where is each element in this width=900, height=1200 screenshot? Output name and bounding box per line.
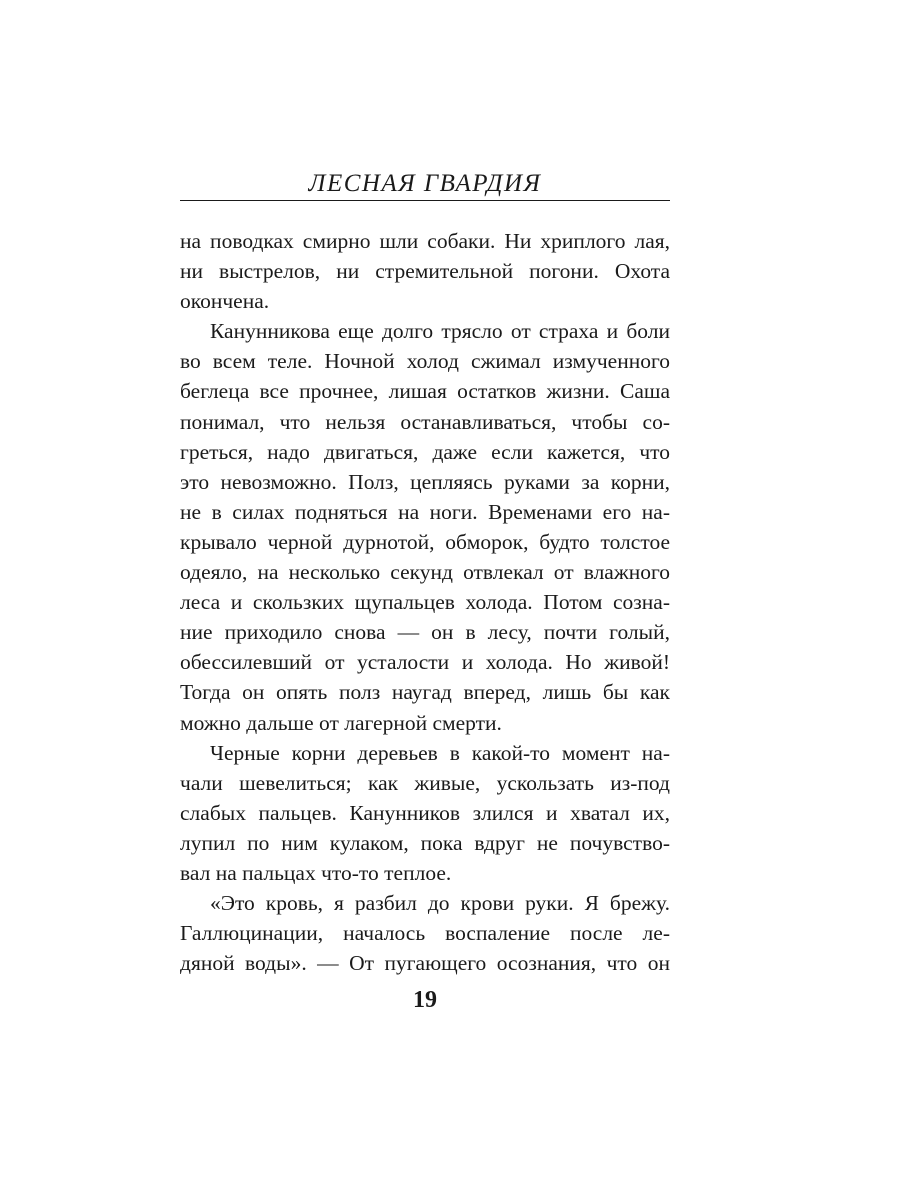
header-rule	[180, 200, 670, 201]
text-line: во всем теле. Ночной холод сжимал измученного	[180, 349, 670, 374]
text-line: «Это кровь, я разбил до крови руки. Я брежу.	[210, 891, 670, 916]
text-line: ние приходило снова — он в лесу, почти голый,	[180, 620, 670, 645]
text-line: ни выстрелов, ни стремительной погони. Охота	[180, 259, 670, 284]
text-line: беглеца все прочнее, лишая остатков жизни. Саша	[180, 379, 670, 404]
page-number: 19	[413, 987, 437, 1013]
text-line: лупил по ним кулаком, пока вдруг не почувство-	[180, 830, 670, 855]
text-line: греться, надо двигаться, даже если кажется, что	[180, 439, 670, 464]
text-line: слабых пальцев. Канунников злился и хватал их,	[180, 800, 670, 825]
text-line: это невозможно. Полз, цепляясь руками за корни,	[180, 469, 670, 494]
text-line: окончена.	[180, 289, 270, 314]
body-text	[180, 226, 670, 978]
text-line: на поводках смирно шли собаки. Ни хриплого лая,	[180, 229, 670, 253]
running-title: ЛЕСНАЯ ГВАРДИЯ	[308, 170, 542, 197]
text-line: одеяло, на несколько секунд отвлекал от влажного	[180, 560, 670, 585]
text-line: Галлюцинации, началось воспаление после ле-	[180, 921, 670, 946]
text-line: Тогда он опять полз наугад вперед, лишь бы как	[180, 680, 670, 705]
text-line: крывало черной дурнотой, обморок, будто толстое	[180, 529, 670, 554]
text-line: обессилевший от усталости и холода. Но живой!	[180, 650, 670, 675]
text-line: леса и скользких щупальцев холода. Потом созна-	[180, 590, 670, 615]
text-line: можно дальше от лагерной смерти.	[180, 710, 502, 735]
text-line: Черные корни деревьев в какой-то момент на-	[210, 740, 670, 765]
text-line: вал на пальцах что-то теплое.	[180, 860, 452, 885]
text-line: не в силах подняться на ноги. Временами его на-	[180, 499, 670, 524]
text-line: Канунникова еще долго трясло от страха и боли	[210, 319, 670, 344]
text-line: дяной воды». — От пугающего осознания, что он	[180, 951, 670, 976]
text-line: понимал, что нельзя останавливаться, чтобы со-	[180, 409, 670, 434]
text-line: чали шевелиться; как живые, ускользать из-под	[180, 770, 670, 795]
